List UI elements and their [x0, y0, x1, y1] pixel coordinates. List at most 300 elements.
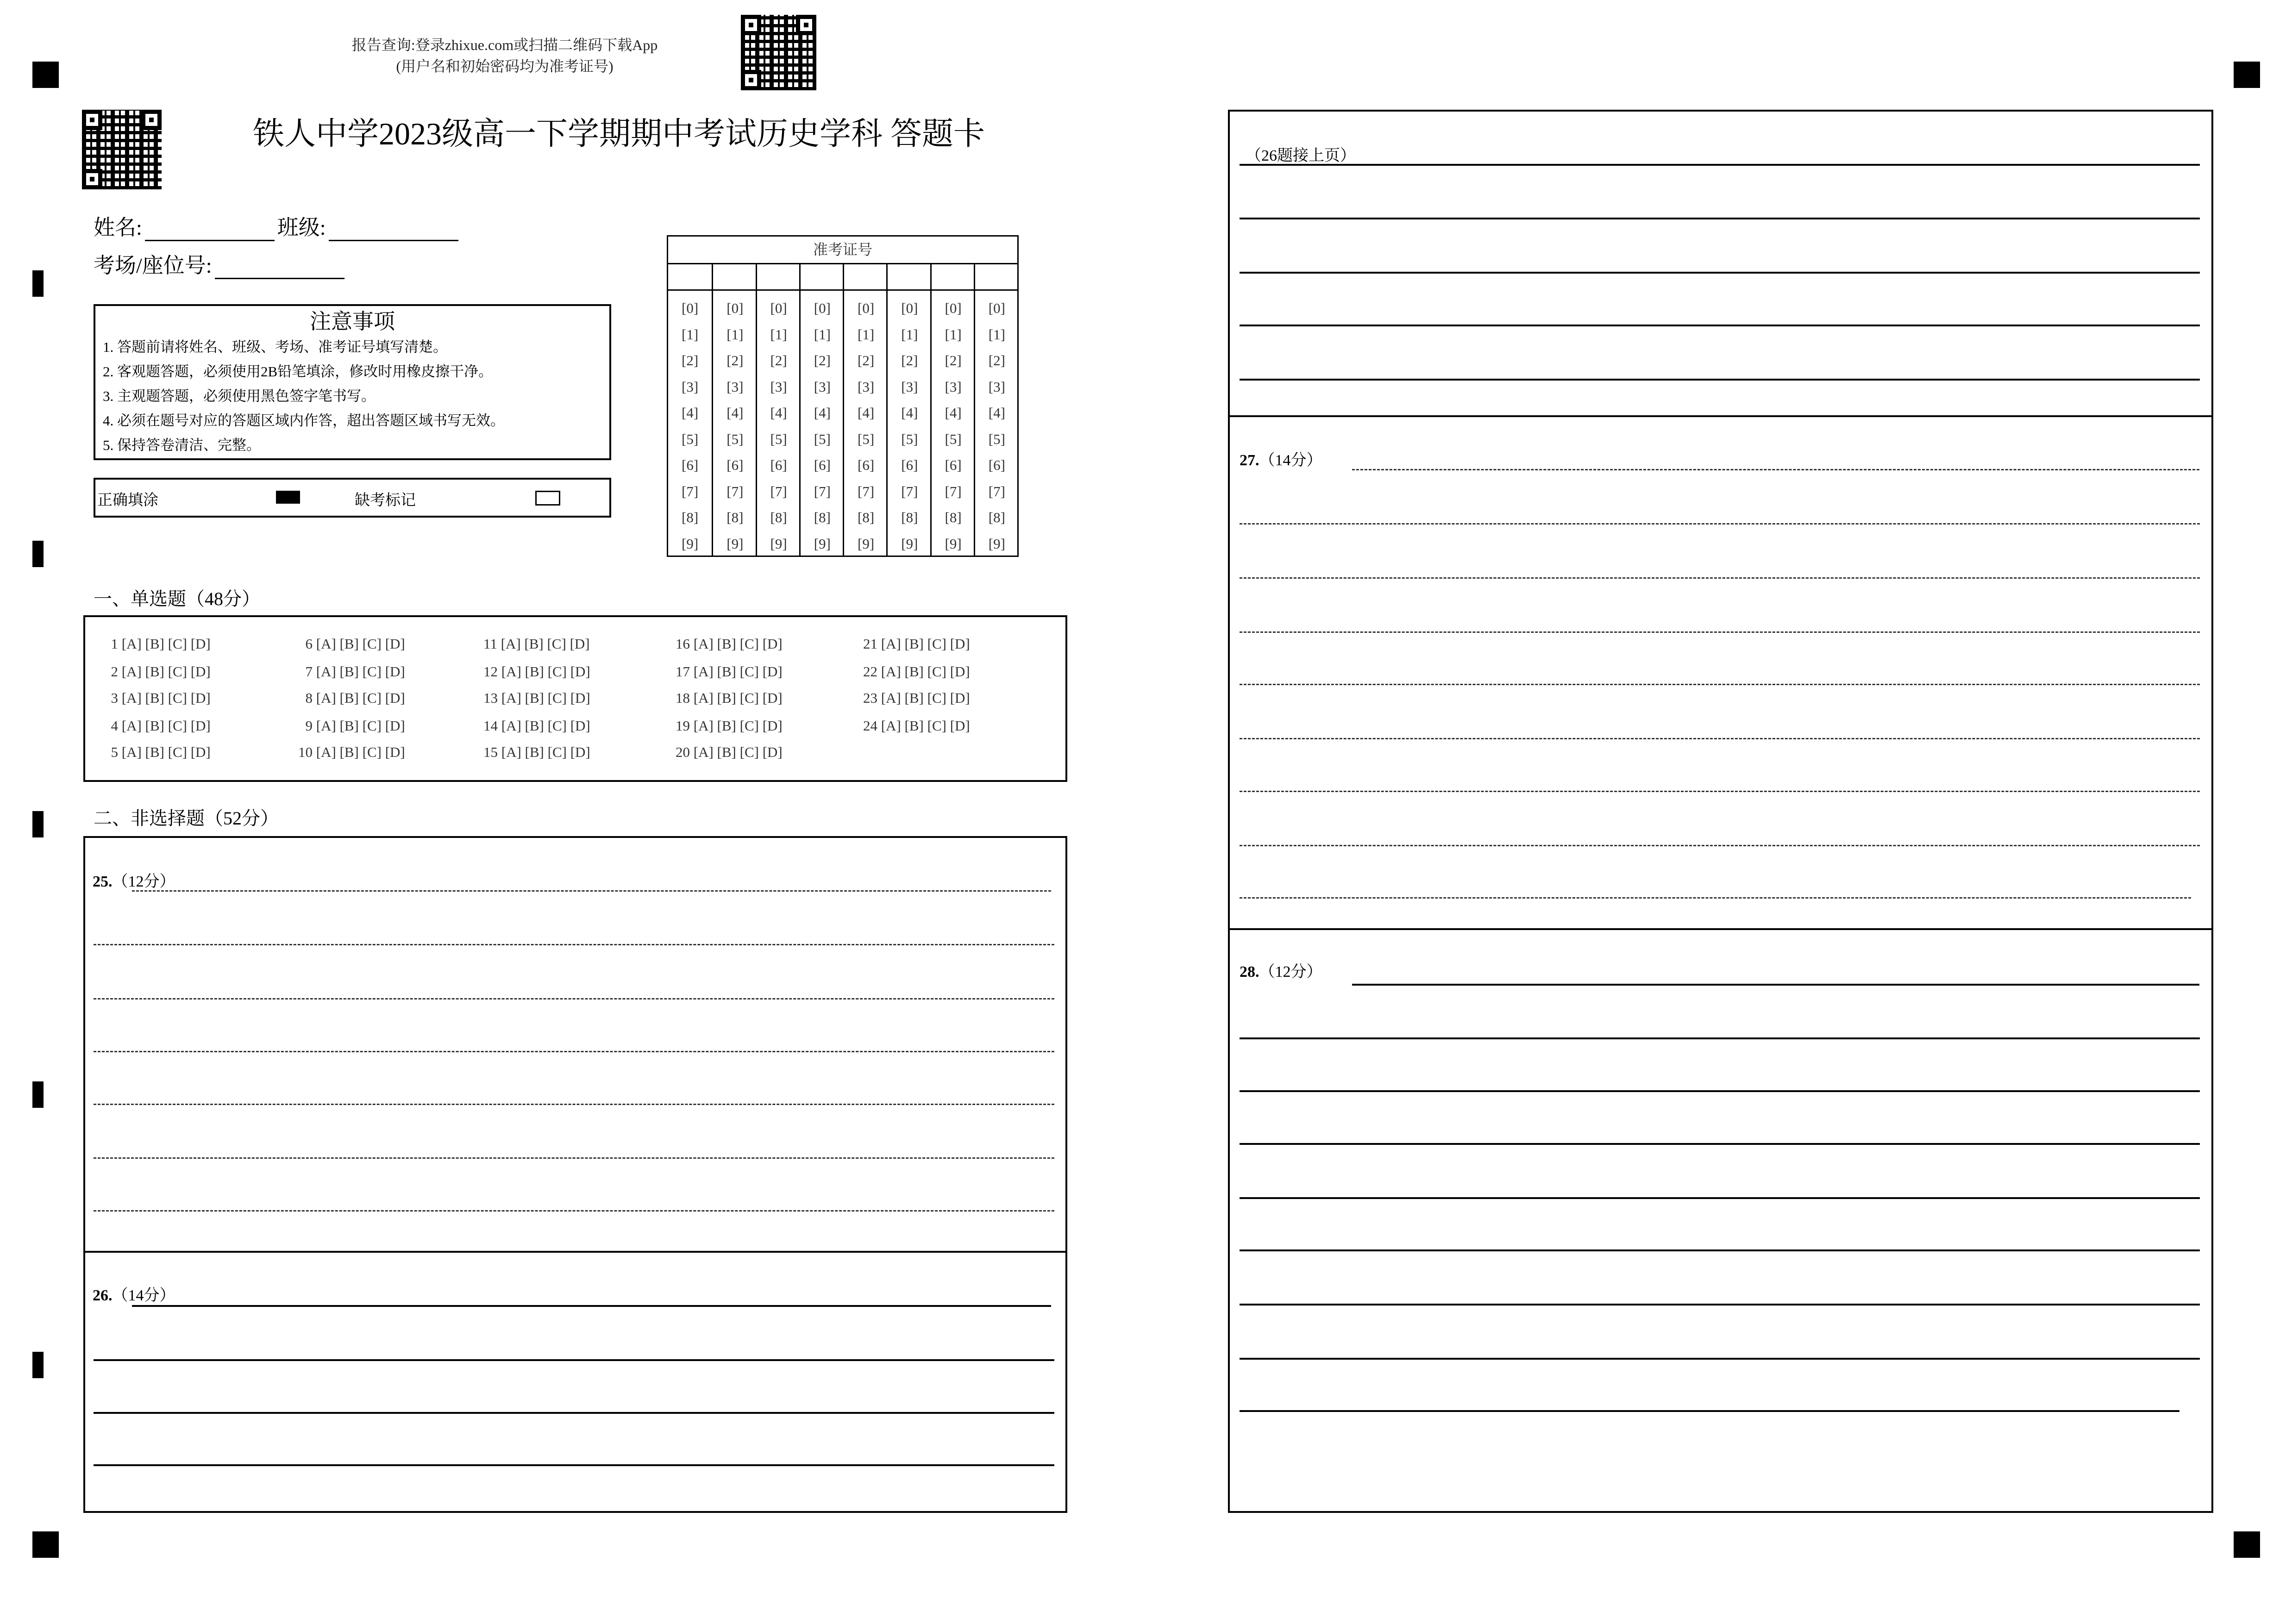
- answer-line[interactable]: [1240, 1197, 2200, 1199]
- option-bubble[interactable]: [B]: [524, 636, 547, 652]
- divider: [1228, 415, 2213, 417]
- question-number: 8: [298, 690, 316, 706]
- admission-digit-bubble[interactable]: [7]: [682, 483, 699, 500]
- option-bubble[interactable]: [C]: [547, 663, 570, 680]
- admission-digit-bubble[interactable]: [0]: [726, 300, 744, 316]
- page-title: 铁人中学2023级高一下学期期中考试历史学科 答题卡: [253, 116, 985, 151]
- option-bubble[interactable]: [D]: [762, 663, 783, 680]
- option-bubble[interactable]: [B]: [717, 718, 740, 734]
- admission-digit-bubble[interactable]: [9]: [945, 535, 962, 552]
- admission-digit-bubble[interactable]: [0]: [901, 300, 918, 316]
- notice-item: 4. 必须在题号对应的答题区域内作答，超出答题区域书写无效。: [103, 412, 505, 429]
- admission-digit-bubble[interactable]: [2]: [682, 352, 699, 369]
- option-bubble[interactable]: [A]: [501, 718, 525, 734]
- question-number: 6: [298, 636, 316, 652]
- option-bubble[interactable]: [D]: [190, 718, 211, 734]
- notice-item: 3. 主观题答题，必须使用黑色签字笔书写。: [103, 388, 376, 404]
- admission-digit-bubble[interactable]: [6]: [988, 457, 1005, 473]
- option-bubble[interactable]: [D]: [762, 718, 783, 734]
- notice-item: 1. 答题前请将姓名、班级、考场、准考证号填写清楚。: [103, 339, 447, 355]
- admission-digit-bubble[interactable]: [4]: [988, 405, 1005, 421]
- option-bubble[interactable]: [D]: [385, 718, 405, 734]
- option-bubble[interactable]: [B]: [339, 718, 363, 734]
- question-number: 1: [104, 636, 122, 652]
- choice-question-9: [298, 718, 405, 734]
- option-bubble[interactable]: [B]: [339, 663, 363, 680]
- q28-score: （12分）: [1259, 963, 1322, 981]
- option-bubble[interactable]: [B]: [904, 690, 927, 706]
- option-bubble[interactable]: [B]: [717, 744, 740, 760]
- admission-digit-bubble[interactable]: [3]: [682, 378, 699, 395]
- admission-digit-bubble[interactable]: [6]: [814, 457, 831, 473]
- q25-number: 25.: [93, 873, 113, 890]
- choice-question-21: [863, 636, 970, 652]
- admission-digit-bubble[interactable]: [5]: [726, 431, 744, 447]
- admission-digit-bubble[interactable]: [6]: [945, 457, 962, 473]
- admission-digit-bubble[interactable]: [3]: [858, 378, 875, 395]
- admission-digit-bubble[interactable]: [1]: [682, 326, 699, 343]
- option-bubble[interactable]: [D]: [190, 744, 211, 760]
- card-qr-code: [82, 110, 162, 189]
- option-bubble[interactable]: [A]: [501, 663, 525, 680]
- seat-field[interactable]: [215, 261, 344, 279]
- option-bubble[interactable]: [D]: [190, 636, 211, 652]
- q28-number: 28.: [1240, 963, 1259, 981]
- choice-question-16: [676, 636, 783, 652]
- choice-answer-box: [83, 615, 1067, 782]
- option-bubble[interactable]: [A]: [693, 690, 717, 706]
- absent-mark-label: 缺考标记: [355, 492, 416, 509]
- option-bubble[interactable]: [D]: [762, 744, 783, 760]
- choice-question-8: [298, 690, 405, 706]
- q26-label: [93, 1282, 175, 1305]
- choice-question-15: [483, 744, 590, 761]
- option-bubble[interactable]: [C]: [927, 718, 950, 734]
- option-bubble[interactable]: [D]: [190, 690, 211, 706]
- option-bubble[interactable]: [B]: [904, 718, 927, 734]
- answer-line[interactable]: [1240, 577, 2200, 579]
- option-bubble[interactable]: [D]: [950, 636, 970, 652]
- admission-digit-bubble[interactable]: [1]: [858, 326, 875, 343]
- option-bubble[interactable]: [B]: [145, 636, 168, 652]
- option-bubble[interactable]: [C]: [168, 744, 191, 760]
- option-bubble[interactable]: [C]: [927, 690, 950, 706]
- admission-digit-bubble[interactable]: [1]: [988, 326, 1005, 343]
- timing-mark: [32, 1081, 44, 1108]
- answer-line[interactable]: [1240, 1304, 2200, 1305]
- admission-digit-bubble[interactable]: [7]: [814, 483, 831, 500]
- admission-digit-column: [712, 263, 757, 556]
- admission-digit-bubble[interactable]: [4]: [945, 405, 962, 421]
- question-number: 20: [676, 744, 694, 760]
- admission-digit-bubble[interactable]: [9]: [682, 535, 699, 552]
- option-bubble[interactable]: [C]: [362, 663, 385, 680]
- option-bubble[interactable]: [A]: [693, 636, 717, 652]
- option-bubble[interactable]: [C]: [168, 663, 191, 680]
- notice-box: [94, 304, 611, 460]
- admission-digit-bubble[interactable]: [8]: [858, 509, 875, 525]
- option-bubble[interactable]: [B]: [904, 663, 927, 680]
- option-bubble[interactable]: [D]: [950, 663, 970, 680]
- q26-continued-label: （26题接上页）: [1246, 147, 1356, 164]
- admission-digit-bubble[interactable]: [7]: [770, 483, 787, 500]
- seat-label: 考场/座位号:: [94, 254, 212, 277]
- question-number: 15: [483, 744, 501, 760]
- option-bubble[interactable]: [C]: [362, 718, 385, 734]
- option-bubble[interactable]: [D]: [950, 690, 970, 706]
- admission-digit-bubble[interactable]: [8]: [814, 509, 831, 525]
- admission-digit-bubble[interactable]: [9]: [858, 535, 875, 552]
- option-bubble[interactable]: [D]: [385, 690, 405, 706]
- name-label: 姓名:: [94, 216, 142, 239]
- admission-digit-bubble[interactable]: [0]: [770, 300, 787, 316]
- answer-line[interactable]: [1240, 1410, 2179, 1412]
- admission-digit-bubble[interactable]: [5]: [945, 431, 962, 447]
- answer-line[interactable]: [1240, 897, 2191, 899]
- answer-line[interactable]: [94, 944, 1054, 945]
- option-bubble[interactable]: [B]: [525, 663, 548, 680]
- option-bubble[interactable]: [A]: [501, 636, 525, 652]
- admission-title: 准考证号: [668, 237, 1017, 264]
- legend-box: [94, 478, 611, 518]
- admission-digit-bubble[interactable]: [3]: [945, 378, 962, 395]
- section2-title: 二、非选择题（52分）: [94, 808, 279, 829]
- question-number: 3: [104, 690, 122, 706]
- admission-digit-bubble[interactable]: [1]: [945, 326, 962, 343]
- timing-mark: [32, 270, 44, 297]
- option-bubble[interactable]: [B]: [525, 718, 548, 734]
- admission-digit-bubble[interactable]: [6]: [726, 457, 744, 473]
- class-field[interactable]: [329, 223, 458, 241]
- answer-line[interactable]: [1240, 1090, 2200, 1092]
- admission-digit-entry[interactable]: [757, 263, 801, 291]
- admission-digit-entry[interactable]: [888, 263, 931, 291]
- option-bubble[interactable]: [A]: [693, 663, 717, 680]
- answer-line[interactable]: [1352, 984, 2199, 986]
- admission-digit-bubble[interactable]: [5]: [770, 431, 787, 447]
- admission-digit-bubble[interactable]: [0]: [988, 300, 1005, 316]
- corner-mark-top-right: [2234, 62, 2260, 88]
- admission-digit-bubble[interactable]: [3]: [814, 378, 831, 395]
- option-bubble[interactable]: [C]: [739, 663, 763, 680]
- admission-digit-bubble[interactable]: [7]: [988, 483, 1005, 500]
- option-bubble[interactable]: [C]: [927, 636, 950, 652]
- option-bubble[interactable]: [C]: [547, 690, 570, 706]
- admission-digit-bubble[interactable]: [5]: [858, 431, 875, 447]
- corner-mark-top-left: [32, 62, 59, 88]
- option-bubble[interactable]: [C]: [739, 690, 763, 706]
- admission-digit-bubble[interactable]: [4]: [814, 405, 831, 421]
- credentials-hint: (用户名和初始密码均为准考证号): [396, 58, 614, 75]
- option-bubble[interactable]: [A]: [881, 690, 905, 706]
- option-bubble[interactable]: [C]: [927, 663, 950, 680]
- answer-line[interactable]: [1240, 791, 2200, 792]
- admission-digit-bubble[interactable]: [3]: [988, 378, 1005, 395]
- admission-digit-bubble[interactable]: [2]: [726, 352, 744, 369]
- question-number: 22: [863, 663, 881, 680]
- q27-number: 27.: [1240, 452, 1259, 469]
- choice-question-7: [298, 663, 405, 680]
- admission-digit-bubble[interactable]: [2]: [988, 352, 1005, 369]
- option-bubble[interactable]: [D]: [385, 744, 405, 760]
- option-bubble[interactable]: [A]: [316, 744, 340, 760]
- answer-line[interactable]: [1240, 379, 2200, 381]
- option-bubble[interactable]: [B]: [717, 636, 740, 652]
- answer-line[interactable]: [132, 890, 1051, 892]
- admission-digit-bubble[interactable]: [8]: [770, 509, 787, 525]
- option-bubble[interactable]: [B]: [339, 744, 363, 760]
- choice-question-10: [298, 744, 405, 761]
- answer-line[interactable]: [1240, 631, 2200, 633]
- option-bubble[interactable]: [A]: [316, 690, 340, 706]
- choice-question-14: [483, 718, 590, 734]
- choice-question-2: [104, 663, 211, 680]
- choice-question-19: [676, 718, 783, 734]
- option-bubble[interactable]: [A]: [121, 718, 145, 734]
- q25-score: （12分）: [112, 873, 175, 890]
- option-bubble[interactable]: [C]: [739, 636, 763, 652]
- admission-digit-bubble[interactable]: [0]: [814, 300, 831, 316]
- option-bubble[interactable]: [A]: [693, 744, 717, 760]
- admission-digit-bubble[interactable]: [4]: [726, 405, 744, 421]
- option-bubble[interactable]: [A]: [693, 718, 717, 734]
- option-bubble[interactable]: [A]: [121, 690, 145, 706]
- option-bubble[interactable]: [B]: [339, 690, 363, 706]
- option-bubble[interactable]: [C]: [168, 636, 191, 652]
- admission-digit-entry[interactable]: [932, 263, 975, 291]
- answer-line[interactable]: [1240, 325, 2200, 326]
- admission-digit-bubble[interactable]: [0]: [682, 300, 699, 316]
- option-bubble[interactable]: [B]: [525, 744, 548, 760]
- admission-digit-bubble[interactable]: [1]: [726, 326, 744, 343]
- admission-digit-bubble[interactable]: [6]: [858, 457, 875, 473]
- download-qr-code[interactable]: [741, 15, 816, 90]
- name-field[interactable]: [145, 223, 275, 241]
- answer-line[interactable]: [1240, 523, 2200, 525]
- admission-digit-bubble[interactable]: [9]: [770, 535, 787, 552]
- option-bubble[interactable]: [C]: [547, 636, 570, 652]
- answer-line[interactable]: [132, 1305, 1051, 1307]
- admission-digit-entry[interactable]: [801, 263, 844, 291]
- timing-mark: [32, 541, 44, 567]
- admission-digit-entry[interactable]: [713, 263, 757, 291]
- seat-row: [94, 249, 347, 279]
- admission-digit-bubble[interactable]: [4]: [858, 405, 875, 421]
- admission-digit-bubble[interactable]: [9]: [726, 535, 744, 552]
- admission-digit-bubble[interactable]: [2]: [814, 352, 831, 369]
- answer-line[interactable]: [1240, 164, 2200, 166]
- admission-digit-bubble[interactable]: [0]: [858, 300, 875, 316]
- answer-line[interactable]: [1240, 1143, 2200, 1145]
- option-bubble[interactable]: [D]: [385, 636, 405, 652]
- option-bubble[interactable]: [D]: [762, 636, 783, 652]
- option-bubble[interactable]: [B]: [145, 744, 168, 760]
- option-bubble[interactable]: [B]: [904, 636, 927, 652]
- answer-line[interactable]: [1240, 1249, 2200, 1251]
- option-bubble[interactable]: [C]: [362, 690, 385, 706]
- admission-digit-bubble[interactable]: [9]: [901, 535, 918, 552]
- option-bubble[interactable]: [C]: [739, 744, 763, 760]
- option-bubble[interactable]: [A]: [881, 663, 905, 680]
- corner-mark-bottom-right: [2234, 1531, 2260, 1558]
- option-bubble[interactable]: [A]: [501, 690, 525, 706]
- option-bubble[interactable]: [D]: [570, 636, 590, 652]
- admission-digit-bubble[interactable]: [8]: [945, 509, 962, 525]
- admission-digit-bubble[interactable]: [6]: [901, 457, 918, 473]
- option-bubble[interactable]: [D]: [762, 690, 783, 706]
- absent-checkbox[interactable]: [535, 491, 560, 506]
- admission-digit-bubble[interactable]: [1]: [770, 326, 787, 343]
- choice-question-20: [676, 744, 783, 761]
- admission-digit-bubble[interactable]: [7]: [858, 483, 875, 500]
- option-bubble[interactable]: [A]: [316, 636, 340, 652]
- question-number: 13: [483, 690, 501, 706]
- answer-line[interactable]: [1240, 1037, 2200, 1039]
- admission-digit-bubble[interactable]: [8]: [726, 509, 744, 525]
- admission-digit-bubble[interactable]: [8]: [901, 509, 918, 525]
- divider: [83, 1251, 1067, 1253]
- option-bubble[interactable]: [C]: [547, 718, 570, 734]
- admission-digit-entry[interactable]: [975, 263, 1019, 291]
- admission-digit-bubble[interactable]: [8]: [682, 509, 699, 525]
- option-bubble[interactable]: [A]: [121, 744, 145, 760]
- choice-question-17: [676, 663, 783, 680]
- answer-line[interactable]: [94, 1464, 1054, 1466]
- option-bubble[interactable]: [A]: [121, 636, 145, 652]
- admission-digit-bubble[interactable]: [1]: [901, 326, 918, 343]
- answer-line[interactable]: [1240, 738, 2200, 739]
- section1-title: 一、单选题（48分）: [94, 588, 260, 609]
- admission-digit-bubble[interactable]: [3]: [770, 378, 787, 395]
- option-bubble[interactable]: [C]: [739, 718, 763, 734]
- option-bubble[interactable]: [A]: [881, 718, 905, 734]
- option-bubble[interactable]: [B]: [145, 663, 168, 680]
- notice-title: 注意事项: [310, 310, 395, 333]
- admission-digit-bubble[interactable]: [6]: [682, 457, 699, 473]
- option-bubble[interactable]: [B]: [339, 636, 363, 652]
- admission-digit-column: [843, 263, 888, 556]
- admission-digit-bubble[interactable]: [2]: [901, 352, 918, 369]
- admission-digit-bubble[interactable]: [2]: [770, 352, 787, 369]
- admission-digit-bubble[interactable]: [8]: [988, 509, 1005, 525]
- notice-item: 5. 保持答卷清洁、完整。: [103, 437, 261, 453]
- option-bubble[interactable]: [C]: [168, 718, 191, 734]
- admission-digit-bubble[interactable]: [5]: [901, 431, 918, 447]
- answer-line[interactable]: [94, 1412, 1054, 1414]
- admission-digit-bubble[interactable]: [7]: [945, 483, 962, 500]
- answer-line[interactable]: [94, 1051, 1054, 1052]
- answer-line[interactable]: [1240, 1358, 2200, 1360]
- admission-digit-bubble[interactable]: [2]: [858, 352, 875, 369]
- admission-digit-bubble[interactable]: [4]: [770, 405, 787, 421]
- notice-item: 2. 客观题答题，必须使用2B铅笔填涂，修改时用橡皮擦干净。: [103, 363, 493, 380]
- option-bubble[interactable]: [D]: [950, 718, 970, 734]
- choice-question-23: [863, 690, 970, 706]
- option-bubble[interactable]: [A]: [316, 718, 340, 734]
- admission-digit-bubble[interactable]: [9]: [988, 535, 1005, 552]
- option-bubble[interactable]: [D]: [190, 663, 211, 680]
- answer-line[interactable]: [94, 1359, 1054, 1361]
- option-bubble[interactable]: [C]: [547, 744, 570, 760]
- admission-digit-bubble[interactable]: [3]: [726, 378, 744, 395]
- admission-digit-bubble[interactable]: [7]: [726, 483, 744, 500]
- timing-mark: [32, 811, 44, 837]
- answer-box-right: [1228, 110, 2213, 1513]
- option-bubble[interactable]: [C]: [362, 744, 385, 760]
- option-bubble[interactable]: [C]: [168, 690, 191, 706]
- corner-mark-bottom-left: [32, 1531, 59, 1558]
- option-bubble[interactable]: [D]: [570, 744, 590, 760]
- choice-question-18: [676, 690, 783, 706]
- admission-digit-bubble[interactable]: [1]: [814, 326, 831, 343]
- admission-digit-bubble[interactable]: [5]: [682, 431, 699, 447]
- admission-digit-bubble[interactable]: [4]: [901, 405, 918, 421]
- answer-line[interactable]: [94, 1210, 1054, 1212]
- question-number: 7: [298, 663, 316, 680]
- option-bubble[interactable]: [D]: [385, 663, 405, 680]
- answer-line[interactable]: [1240, 684, 2200, 685]
- answer-line[interactable]: [1240, 845, 2200, 846]
- option-bubble[interactable]: [D]: [570, 718, 590, 734]
- option-bubble[interactable]: [B]: [145, 690, 168, 706]
- question-number: 10: [298, 744, 316, 760]
- admission-digit-entry[interactable]: [844, 263, 888, 291]
- option-bubble[interactable]: [D]: [570, 663, 590, 680]
- q25-label: [93, 868, 175, 891]
- admission-digit-bubble[interactable]: [9]: [814, 535, 831, 552]
- answer-line[interactable]: [1240, 272, 2200, 274]
- admission-digit-bubble[interactable]: [2]: [945, 352, 962, 369]
- admission-digit-bubble[interactable]: [4]: [682, 405, 699, 421]
- timing-mark: [32, 1352, 44, 1378]
- admission-digit-bubble[interactable]: [5]: [814, 431, 831, 447]
- answer-line[interactable]: [94, 998, 1054, 999]
- option-bubble[interactable]: [B]: [145, 718, 168, 734]
- admission-digit-column: [799, 263, 844, 556]
- option-bubble[interactable]: [D]: [570, 690, 590, 706]
- option-bubble[interactable]: [A]: [121, 663, 145, 680]
- answer-line[interactable]: [1240, 218, 2200, 219]
- option-bubble[interactable]: [B]: [525, 690, 548, 706]
- option-bubble[interactable]: [C]: [362, 636, 385, 652]
- choice-question-4: [104, 718, 211, 734]
- admission-digit-column: [756, 263, 801, 556]
- admission-digit-bubble[interactable]: [0]: [945, 300, 962, 316]
- admission-digit-column: [930, 263, 975, 556]
- admission-digit-bubble[interactable]: [6]: [770, 457, 787, 473]
- option-bubble[interactable]: [B]: [717, 690, 740, 706]
- q26-score: （14分）: [112, 1287, 175, 1304]
- option-bubble[interactable]: [A]: [501, 744, 525, 760]
- choice-question-6: [298, 636, 405, 652]
- answer-line[interactable]: [94, 1104, 1054, 1105]
- option-bubble[interactable]: [A]: [316, 663, 340, 680]
- choice-question-3: [104, 690, 211, 706]
- answer-line[interactable]: [1352, 469, 2199, 470]
- option-bubble[interactable]: [A]: [881, 636, 905, 652]
- admission-digit-bubble[interactable]: [7]: [901, 483, 918, 500]
- question-number: 24: [863, 718, 881, 734]
- admission-digit-bubble[interactable]: [5]: [988, 431, 1005, 447]
- name-class-row: [94, 211, 461, 241]
- admission-digit-entry[interactable]: [668, 263, 712, 291]
- option-bubble[interactable]: [B]: [717, 663, 740, 680]
- correct-fill-label: 正确填涂: [97, 492, 158, 509]
- admission-digit-column: [668, 263, 712, 556]
- answer-line[interactable]: [94, 1157, 1054, 1159]
- admission-digit-bubble[interactable]: [3]: [901, 378, 918, 395]
- choice-question-13: [483, 690, 590, 706]
